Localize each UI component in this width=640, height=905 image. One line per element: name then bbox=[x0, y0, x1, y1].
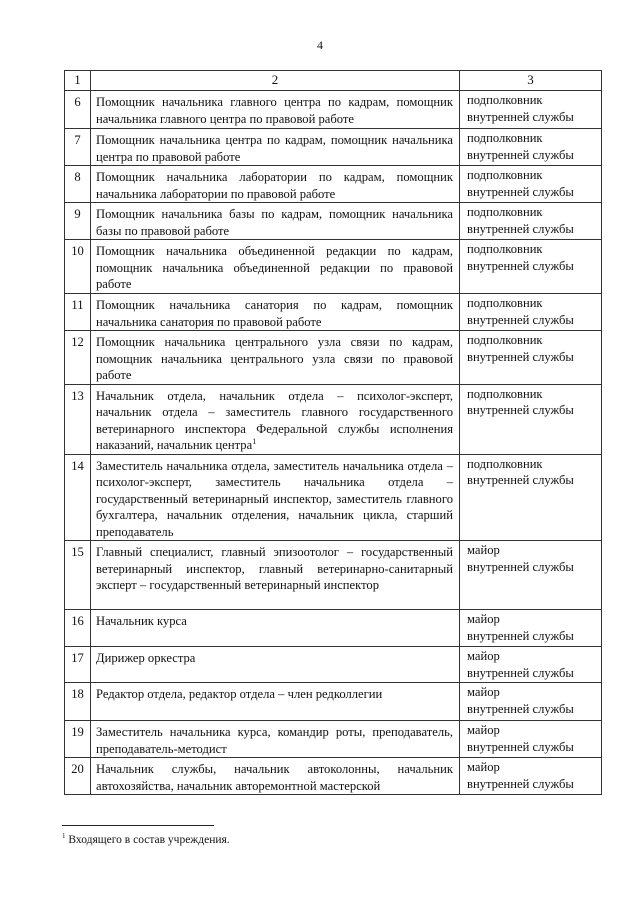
position-cell bbox=[91, 541, 460, 610]
table-row bbox=[65, 647, 602, 683]
position-cell bbox=[91, 384, 460, 454]
position-text: Помощник начальника центрального узла связи по кадрам, помощник начальника центрального узла связи по правовой работе bbox=[96, 335, 453, 382]
rank-service: внутренней службы bbox=[467, 221, 574, 236]
rank-cell bbox=[460, 758, 602, 795]
rank-service: внутренней службы bbox=[467, 403, 574, 417]
position-cell bbox=[91, 610, 460, 647]
position-text: Помощник начальника санатория по кадрам, помощник начальника санатория по правовой работе bbox=[96, 298, 453, 329]
row-number: 15 bbox=[65, 541, 91, 610]
row-number: 13 bbox=[65, 384, 91, 454]
position-text: Редактор отдела, редактор отдела – член редколлегии bbox=[96, 687, 383, 701]
rank-cell bbox=[460, 647, 602, 683]
rank-service: внутренней службы bbox=[467, 701, 574, 716]
position-text: Главный специалист, главный эпизоотолог – государственный ветеринарный инспектор, главный ветеринарно-санитарный эксперт – государственный ветеринарный инспектор bbox=[96, 545, 453, 592]
row-number: 18 bbox=[65, 683, 91, 721]
column-header: 3 bbox=[460, 71, 602, 91]
rank-cell bbox=[460, 541, 602, 610]
position-text: Помощник начальника лаборатории по кадрам, помощник начальника лаборатории по правовой работе bbox=[96, 170, 453, 201]
rank-title: подполковник bbox=[467, 205, 543, 219]
table-row bbox=[65, 384, 602, 454]
row-number: 20 bbox=[65, 758, 91, 795]
row-number: 14 bbox=[65, 454, 91, 541]
rank-title: подполковник bbox=[467, 168, 543, 182]
row-number: 12 bbox=[65, 331, 91, 385]
rank-title: подполковник bbox=[467, 296, 543, 310]
position-text: Начальник отдела, начальник отдела – психолог-эксперт, начальник отдела – заместитель главного государственного ветеринарного инспектора Федеральной службы исполнения наказаний, начальник центра bbox=[96, 388, 453, 452]
table-row bbox=[65, 203, 602, 240]
position-cell bbox=[91, 166, 460, 203]
rank-title: подполковник bbox=[467, 456, 543, 471]
rank-service: внутренней службы bbox=[467, 559, 574, 574]
rank-service: внутренней службы bbox=[467, 109, 574, 124]
table-row bbox=[65, 331, 602, 385]
position-cell bbox=[91, 758, 460, 795]
position-text: Заместитель начальника отдела, заместитель начальника отдела – психолог-эксперт, заместитель начальника отдела – государственный ветеринарный инспектор, заместитель главного бухгалтера, начальник отделения, начальник цикла, старший преподаватель bbox=[96, 458, 453, 539]
rank-service: внутренней службы bbox=[467, 184, 574, 199]
table-row bbox=[65, 683, 602, 721]
position-cell bbox=[91, 454, 460, 541]
position-cell bbox=[91, 294, 460, 331]
rank-cell bbox=[460, 91, 602, 129]
rank-title: подполковник bbox=[467, 333, 543, 347]
position-cell bbox=[91, 331, 460, 385]
table-row bbox=[65, 129, 602, 166]
footnote-text: Входящего в состав учреждения. bbox=[68, 834, 230, 846]
footnote-mark: 1 bbox=[62, 832, 66, 841]
footnote-ref: 1 bbox=[252, 436, 257, 446]
rank-title: подполковник bbox=[467, 93, 543, 107]
table-row bbox=[65, 166, 602, 203]
rank-title: подполковник bbox=[467, 386, 543, 401]
position-cell bbox=[91, 91, 460, 129]
rank-title: подполковник bbox=[467, 131, 543, 145]
row-number: 16 bbox=[65, 610, 91, 647]
position-text: Начальник курса bbox=[96, 614, 187, 628]
position-cell bbox=[91, 129, 460, 166]
position-text: Дирижер оркестра bbox=[96, 651, 196, 665]
position-text: Помощник начальника базы по кадрам, помощник начальника базы по правовой работе bbox=[96, 207, 453, 238]
row-number: 9 bbox=[65, 203, 91, 240]
rank-cell bbox=[460, 454, 602, 541]
table-row bbox=[65, 294, 602, 331]
rank-cell bbox=[460, 203, 602, 240]
row-number: 10 bbox=[65, 240, 91, 294]
row-number: 6 bbox=[65, 91, 91, 129]
rank-cell bbox=[460, 610, 602, 647]
position-cell bbox=[91, 203, 460, 240]
rank-title: майор bbox=[467, 723, 500, 737]
rank-title: подполковник bbox=[467, 242, 543, 256]
row-number: 8 bbox=[65, 166, 91, 203]
rank-title: майор bbox=[467, 543, 500, 557]
footnote bbox=[62, 834, 230, 846]
position-text: Помощник начальника объединенной редакции по кадрам, помощник начальника объединенной редакции по правовой работе bbox=[96, 244, 453, 291]
rank-title: майор bbox=[467, 649, 500, 663]
rank-cell bbox=[460, 721, 602, 758]
rank-title: майор bbox=[467, 685, 500, 699]
rank-service: внутренней службы bbox=[467, 312, 574, 327]
rank-service: внутренней службы bbox=[467, 147, 574, 162]
row-number: 11 bbox=[65, 294, 91, 331]
position-cell bbox=[91, 721, 460, 758]
rank-service: внутренней службы bbox=[467, 665, 574, 680]
rank-title: майор bbox=[467, 612, 500, 626]
rank-cell bbox=[460, 166, 602, 203]
row-number: 17 bbox=[65, 647, 91, 683]
rank-service: внутренней службы bbox=[467, 473, 574, 487]
column-header: 2 bbox=[91, 71, 460, 91]
rank-title: майор bbox=[467, 760, 500, 774]
table-row bbox=[65, 758, 602, 795]
rank-service: внутренней службы bbox=[467, 776, 574, 791]
position-text: Помощник начальника главного центра по кадрам, помощник начальника главного центра по правовой работе bbox=[96, 95, 453, 126]
position-cell bbox=[91, 683, 460, 721]
rank-service: внутренней службы bbox=[467, 349, 574, 364]
position-text: Начальник службы, начальник автоколонны, начальник автохозяйства, начальник авторемонтной мастерской bbox=[96, 762, 453, 793]
rank-service: внутренней службы bbox=[467, 739, 574, 754]
position-cell bbox=[91, 240, 460, 294]
row-number: 19 bbox=[65, 721, 91, 758]
positions-table bbox=[64, 70, 602, 795]
rank-cell bbox=[460, 294, 602, 331]
row-number: 7 bbox=[65, 129, 91, 166]
table-row bbox=[65, 454, 602, 541]
rank-service: внутренней службы bbox=[467, 628, 574, 643]
column-header: 1 bbox=[65, 71, 91, 91]
rank-cell bbox=[460, 240, 602, 294]
table-row bbox=[65, 721, 602, 758]
table-row bbox=[65, 541, 602, 610]
table-row bbox=[65, 610, 602, 647]
table-row bbox=[65, 240, 602, 294]
rank-service: внутренней службы bbox=[467, 258, 574, 273]
position-text: Заместитель начальника курса, командир роты, преподаватель, преподаватель-методист bbox=[96, 725, 453, 756]
rank-cell bbox=[460, 384, 602, 454]
rank-cell bbox=[460, 129, 602, 166]
position-text: Помощник начальника центра по кадрам, помощник начальника центра по правовой работе bbox=[96, 133, 453, 164]
rank-cell bbox=[460, 331, 602, 385]
footnote-divider bbox=[62, 825, 214, 826]
table-row bbox=[65, 91, 602, 129]
table-header-row bbox=[65, 71, 602, 91]
position-cell bbox=[91, 647, 460, 683]
rank-cell bbox=[460, 683, 602, 721]
page-number: 4 bbox=[317, 38, 323, 52]
